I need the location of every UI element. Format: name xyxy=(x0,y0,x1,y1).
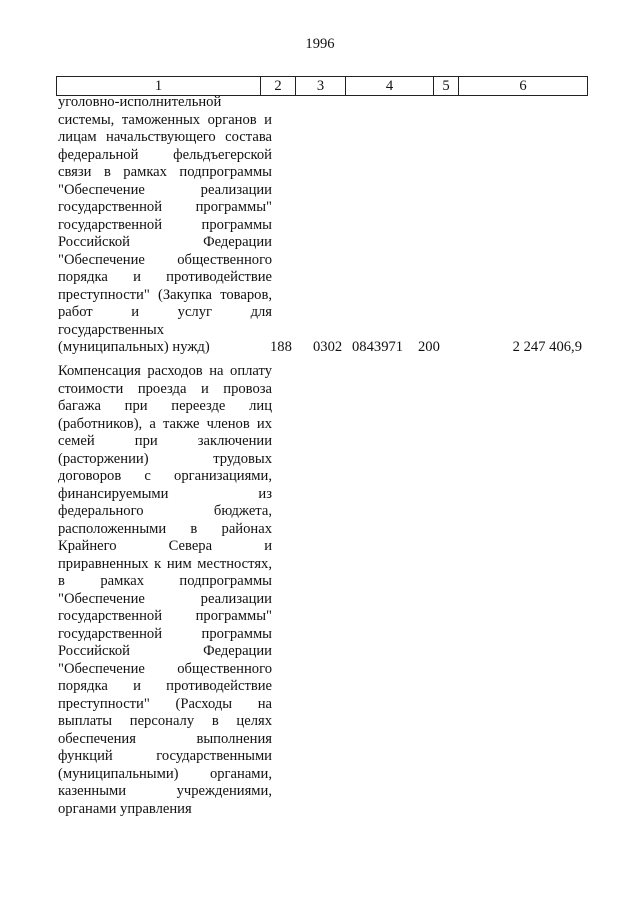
text-line: "Обеспечение реализации xyxy=(58,590,272,607)
text-line: "Обеспечение реализации xyxy=(58,181,272,198)
text-line: стоимости проезда и провоза xyxy=(58,380,272,397)
text-line: в рамках подпрограммы xyxy=(58,573,272,589)
text-line: государственных xyxy=(58,321,165,338)
text-line: федеральной фельдъегерской xyxy=(58,146,272,163)
text-line: органами управления xyxy=(58,800,192,817)
text-line: (муниципальных) нужд) xyxy=(58,339,210,355)
text-line: функций государственными xyxy=(58,748,272,764)
row-1-description xyxy=(58,94,272,357)
text-line: "Обеспечение общественного xyxy=(58,660,272,677)
header-col-4: 4 xyxy=(346,77,434,95)
text-line: уголовно-исполнительной xyxy=(58,94,222,110)
header-col-3: 3 xyxy=(296,77,346,95)
text-line: Российской Федерации xyxy=(58,643,272,659)
text-line: семей при заключении xyxy=(58,433,272,449)
text-line: казенными учреждениями, xyxy=(58,783,272,799)
text-line: Крайнего Севера и xyxy=(58,538,272,554)
header-col-1: 1 xyxy=(57,77,261,95)
row-1-col-3: 0302 xyxy=(313,339,343,355)
row-1-col-5: 200 xyxy=(418,339,440,355)
text-line: выплаты персоналу в целях xyxy=(58,713,272,729)
text-line: преступности" (Закупка товаров, xyxy=(58,286,272,303)
text-line: лицам начальствующего состава xyxy=(58,129,272,145)
text-line: государственной программы xyxy=(58,216,272,233)
text-line: системы, таможенных органов и xyxy=(58,111,272,128)
text-line: обеспечения выполнения xyxy=(58,730,272,747)
table-header xyxy=(56,76,588,96)
text-line: Компенсация расходов на оплату xyxy=(58,363,272,379)
text-line: порядка и противодействие xyxy=(58,678,272,694)
row-2-description xyxy=(58,363,272,818)
text-line: приравненных к ним местностях, xyxy=(58,555,272,572)
text-line: государственной программы" xyxy=(58,199,272,215)
text-line: (работников), а также членов их xyxy=(58,415,272,432)
text-line: федерального бюджета, xyxy=(58,503,272,519)
header-col-5: 5 xyxy=(434,77,459,95)
text-line: расположенными в районах xyxy=(58,520,272,537)
header-col-2: 2 xyxy=(261,77,296,95)
text-line: работ и услуг для xyxy=(58,304,272,320)
text-line: связи в рамках подпрограммы xyxy=(58,164,272,180)
text-line: государственной программы" xyxy=(58,608,272,624)
text-line: государственной программы xyxy=(58,625,272,642)
page-number: 1996 xyxy=(305,36,335,52)
text-line: преступности" (Расходы на xyxy=(58,695,272,712)
text-line: договоров с организациями, xyxy=(58,468,272,484)
row-1-col-2: 188 xyxy=(270,339,292,355)
text-line: "Обеспечение общественного xyxy=(58,251,272,268)
text-line: багажа при переезде лиц xyxy=(58,398,272,414)
text-line: (муниципальными) органами, xyxy=(58,765,272,782)
text-line: финансируемыми из xyxy=(58,485,272,502)
row-1-col-4: 0843971 xyxy=(352,339,404,355)
text-line: (расторжении) трудовых xyxy=(58,450,272,467)
row-1-col-6: 2 247 406,9 xyxy=(512,339,582,355)
text-line: Российской Федерации xyxy=(58,234,272,250)
header-col-6: 6 xyxy=(519,78,527,94)
text-line: порядка и противодействие xyxy=(58,269,272,285)
